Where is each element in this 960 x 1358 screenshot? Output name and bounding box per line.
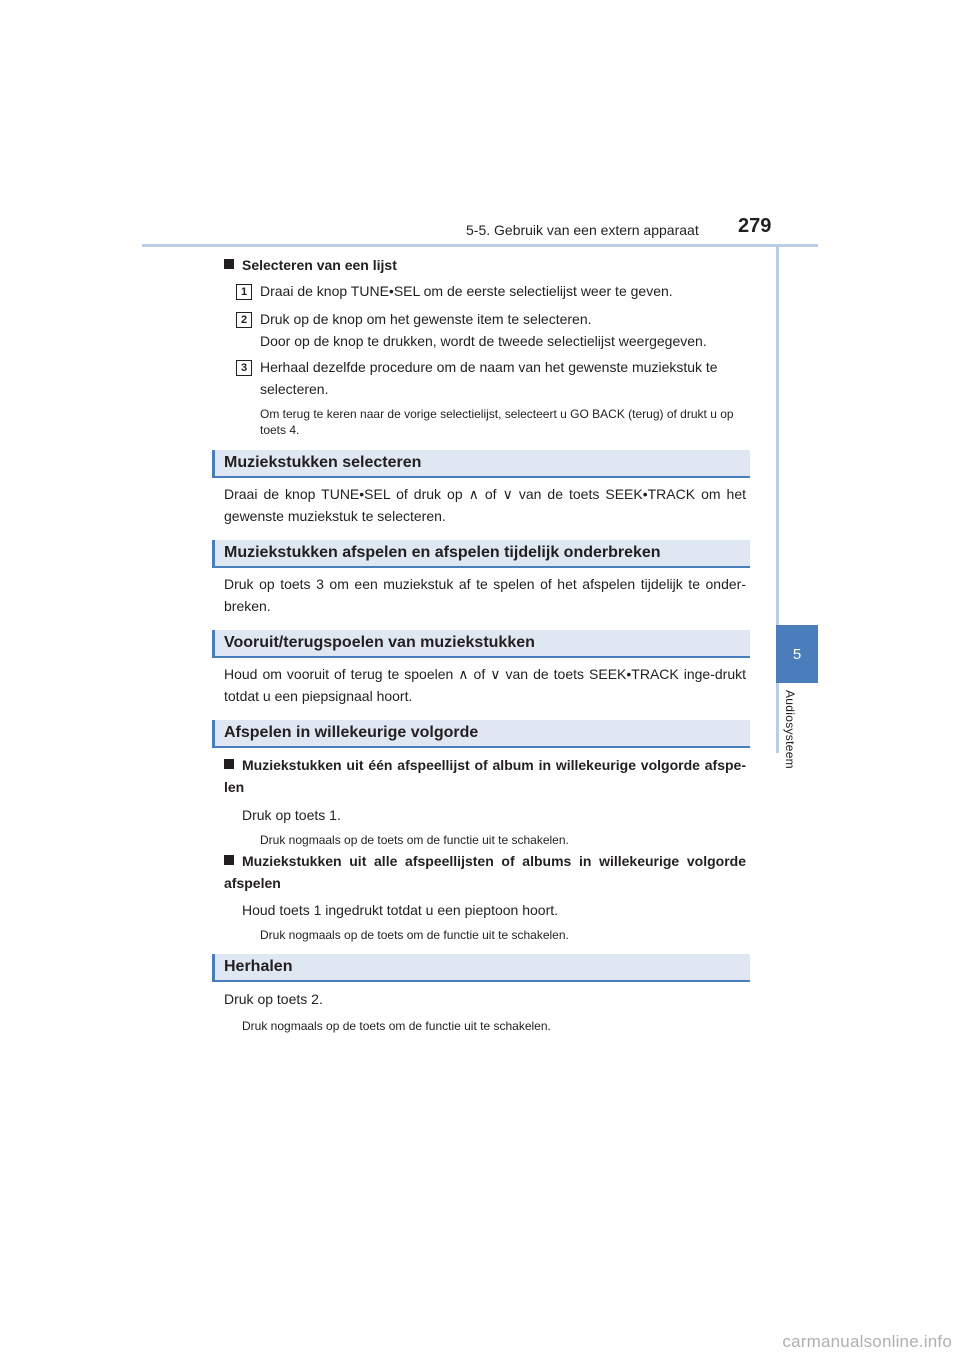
side-rule	[776, 245, 779, 625]
chapter-label: Audiosysteem	[783, 690, 797, 769]
list-select-heading-text: Selecteren van een lijst	[242, 257, 397, 273]
step-text: Herhaal dezelfde procedure om de naam van het gewenste muziekstuk te selecteren.	[260, 359, 718, 397]
step-2-detail: Door op de knop te drukken, wordt de tweede selectielijst weergegeven.	[260, 333, 707, 349]
random-album-heading-text: Muziekstukken uit één afspeellijst of album in willekeurige volgorde afspe-len	[224, 757, 746, 795]
list-select-heading	[224, 254, 744, 276]
side-rule-lower	[776, 683, 779, 753]
step-text: Druk op de knop om het gewenste item te selecteren.	[260, 311, 592, 327]
section-title-random: Afspelen in willekeurige volgorde	[212, 720, 750, 748]
section-text-select-tracks: Draai de knop TUNE•SEL of druk op ∧ of ∨ van de toets SEEK•TRACK om het gewenste muziekstuk te selecteren.	[224, 486, 746, 524]
list-select-note: Om terug te keren naar de vorige selectielijst, selecteert u GO BACK (terug) of drukt u op toets 4.	[260, 407, 734, 437]
watermark: carmanualsonline.info	[782, 1332, 952, 1351]
random-all-heading-text: Muziekstukken uit alle afspeellijsten of albums in willekeurige volgorde afspelen	[224, 853, 746, 891]
running-header: 5-5. Gebruik van een extern apparaat	[466, 222, 699, 238]
header-rule	[142, 244, 818, 247]
section-title-select-tracks: Muziekstukken selecteren	[212, 450, 750, 478]
random-all-note: Druk nogmaals op de toets om de functie uit te schakelen.	[260, 928, 569, 942]
section-title-repeat: Herhalen	[212, 954, 750, 982]
random-album-heading	[224, 754, 746, 798]
random-all-heading	[224, 850, 746, 894]
section-title-play-pause: Muziekstukken afspelen en afspelen tijdelijk onderbreken	[212, 540, 750, 568]
step-number: 1	[236, 284, 252, 300]
section-text-play-pause: Druk op toets 3 om een muziekstuk af te spelen of het afspelen tijdelijk te onder-breken.	[224, 576, 746, 614]
bullet-square-icon	[224, 855, 234, 865]
step-number: 2	[236, 312, 252, 328]
bullet-square-icon	[224, 259, 234, 269]
chapter-tab: 5	[776, 625, 818, 683]
random-album-text: Druk op toets 1.	[242, 807, 341, 823]
random-album-note: Druk nogmaals op de toets om de functie uit te schakelen.	[260, 833, 569, 847]
section-text-seek: Houd om vooruit of terug te spoelen ∧ of ∨ van de toets SEEK•TRACK inge-drukt totdat u een piepsignaal hoort.	[224, 666, 746, 704]
random-all-text: Houd toets 1 ingedrukt totdat u een pieptoon hoort.	[242, 902, 559, 918]
repeat-note: Druk nogmaals op de toets om de functie uit te schakelen.	[242, 1019, 551, 1033]
section-title-seek: Vooruit/terugspoelen van muziekstukken	[212, 630, 750, 658]
repeat-text: Druk op toets 2.	[224, 991, 323, 1007]
bullet-square-icon	[224, 759, 234, 769]
page-number: 279	[738, 215, 772, 237]
step-text: Draai de knop TUNE•SEL om de eerste selectielijst weer te geven.	[260, 283, 673, 299]
step-number: 3	[236, 360, 252, 376]
